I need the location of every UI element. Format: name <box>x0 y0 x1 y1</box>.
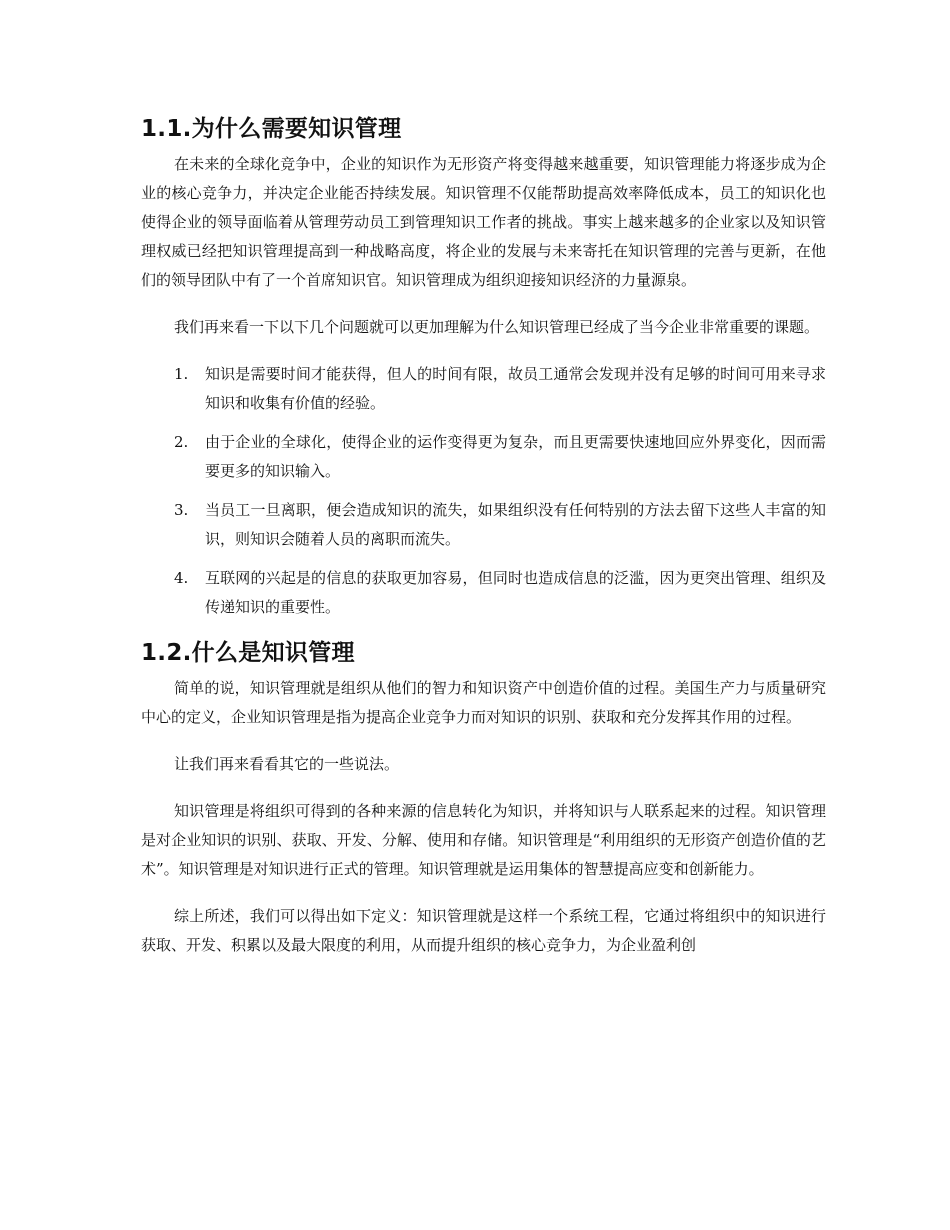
paragraph: 我们再来看一下以下几个问题就可以更加理解为什么知识管理已经成了当今企业非常重要的课题。 <box>174 318 820 336</box>
section-heading-what-is-km: 1.2.什么是知识管理 <box>141 640 355 666</box>
list-item-text: 当员工一旦离职，便会造成知识的流失，如果组织没有任何特别的方法去留下这些人丰富的知识，则知识会随着人员的离职而流失。 <box>205 501 826 548</box>
section-heading-why-km: 1.1.为什么需要知识管理 <box>141 116 402 142</box>
list-item <box>141 564 826 622</box>
list-item-text: 互联网的兴起是的信息的获取更加容易，但同时也造成信息的泛滥，因为更突出管理、组织及传递知识的重要性。 <box>205 569 826 616</box>
paragraph: 简单的说，知识管理就是组织从他们的智力和知识资产中创造价值的过程。美国生产力与质量研究中心的定义，企业知识管理是指为提高企业竞争力而对知识的识别、获取和充分发挥其作用的过程。 <box>141 679 826 726</box>
paragraph: 让我们再来看看其它的一些说法。 <box>174 755 400 773</box>
list-item-text: 由于企业的全球化，使得企业的运作变得更为复杂，而且更需要快速地回应外界变化，因而需要更多的知识输入。 <box>205 433 826 480</box>
list-item <box>141 496 826 554</box>
paragraph: 在未来的全球化竞争中，企业的知识作为无形资产将变得越来越重要，知识管理能力将逐步成为企业的核心竞争力，并决定企业能否持续发展。知识管理不仅能帮助提高效率降低成本，员工的知识化也使得企业的领导面临着从管理劳动员工到管理知识工作者的挑战。事实上越来越多的企业家以及知识管理权威已经把知识管理提高到一种战略高度，将企业的发展与未来寄托在知识管理的完善与更新，在他们的领导团队中有了一个首席知识官。知识管理成为组织迎接知识经济的力量源泉。 <box>141 155 826 289</box>
paragraph: 综上所述，我们可以得出如下定义：知识管理就是这样一个系统工程，它通过将组织中的知识进行获取、开发、积累以及最大限度的利用，从而提升组织的核心竞争力，为企业盈利创 <box>141 907 826 954</box>
list-item <box>141 360 826 418</box>
list-number: 4. <box>174 569 189 587</box>
list-number: 3. <box>174 501 189 519</box>
list-number: 1. <box>174 365 189 383</box>
list-item-text: 知识是需要时间才能获得，但人的时间有限，故员工通常会发现并没有足够的时间可用来寻求知识和收集有价值的经验。 <box>205 365 826 412</box>
document-page <box>141 108 826 978</box>
list-number: 2. <box>174 433 189 451</box>
paragraph: 知识管理是将组织可得到的各种来源的信息转化为知识，并将知识与人联系起来的过程。知识管理是对企业知识的识别、获取、开发、分解、使用和存储。知识管理是“利用组织的无形资产创造价值的艺术”。知识管理是对知识进行正式的管理。知识管理就是运用集体的智慧提高应变和创新能力。 <box>141 802 826 878</box>
reasons-list <box>141 360 826 622</box>
list-item <box>141 428 826 486</box>
